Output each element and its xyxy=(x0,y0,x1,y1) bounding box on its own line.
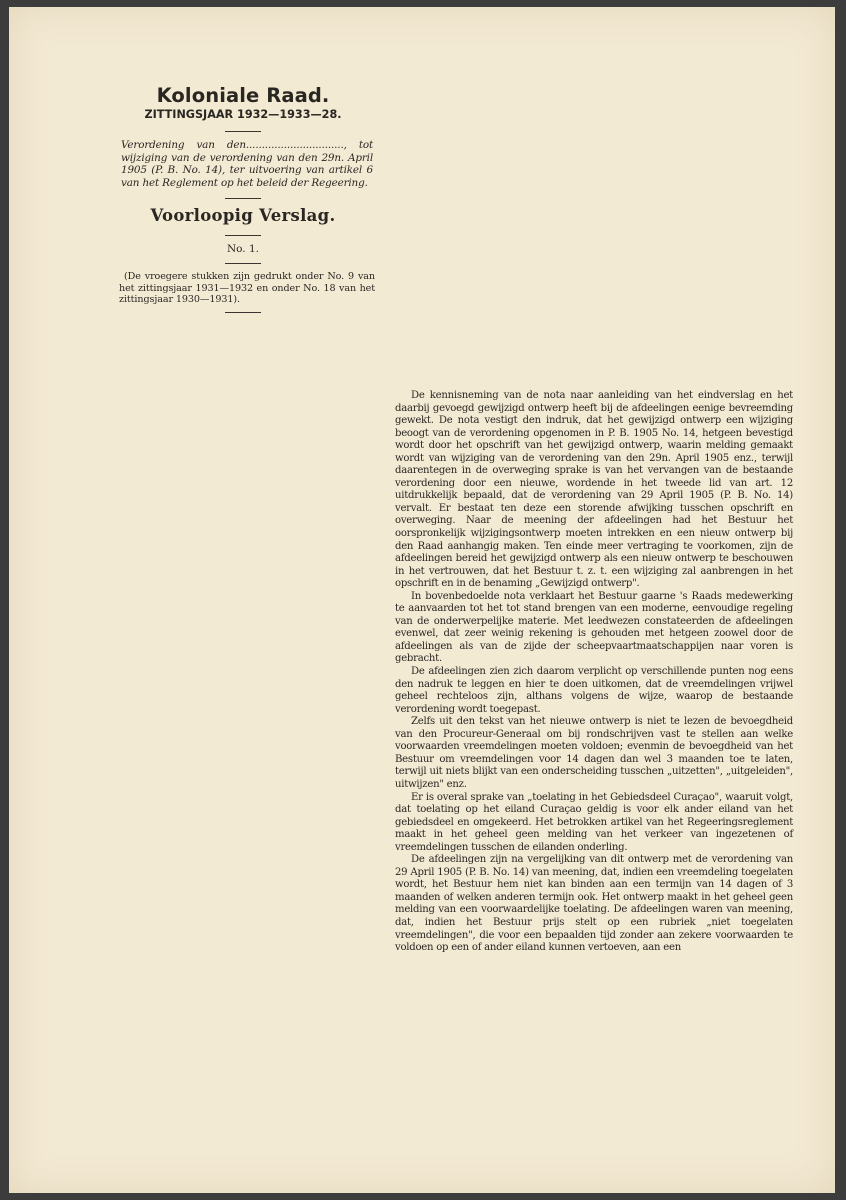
document-number: No. 1. xyxy=(226,243,260,255)
document-page xyxy=(9,7,835,1193)
session-year: ZITTINGSJAAR 1932—1933—28. xyxy=(144,108,342,121)
body-paragraph: In bovenbedoelde nota verklaart het Bestuur gaarne 's Raads medewerking te aanvaarden tot het tot stand brengen van een moderne, eenvoudige regeling van de onderwerpelijke materie. Met leedwezen constateerden de afdeelingen evenwel, dat zeer weinig rekening is gehouden met hetgeen zoowel door de afdeelingen als van de zijde der scheepvaartmaatschappijen naar voren is gebracht. xyxy=(395,590,793,665)
body-paragraph: De afdeelingen zien zich daarom verplicht op verschillende punten nog eens den nadruk te leggen en hier te doen uitkomen, dat de vreemdelingen vrijwel geheel rechteloos zijn, althans volgens de wijze, waarop de bestaande verordening wordt toegepast. xyxy=(395,666,793,715)
body-paragraph: De kennisneming van de nota naar aanleiding van het eindverslag en het daarbij gevoegd gewijzigd ontwerp heeft bij de afdeelingen eenige bevreemding gewekt. De nota vestigt den indruk, dat het gewijzigd ontwerp een wijziging beoogt van de verordening opgenomen in P. B. 1905 No. 14, hetgeen bevestigd wordt door het opschrift van het gewijzigd ontwerp, waarin melding gemaakt wordt van wijziging van de verordening van den 29n. April 1905 enz., terwijl daarentegen in de overweging sprake is van het vervangen van de bestaande verordening door een nieuwe, wordende in het tweede lid van art. 12 uitdrukkelijk bepaald, dat de verordening van 29 April 1905 (P. B. No. 14) vervalt. Er bestaat ten deze een storende afwijking tusschen opschrift en overweging. Naar de meening der afdeelingen had het Bestuur het oorspronkelijk wijzigingsontwerp moeten intrekken en een nieuw ontwerp bij den Raad aanhangig maken. Ten einde meer vertraging te voorkomen, zijn de afdeelingen bereid het gewijzigd ontwerp als een nieuw ontwerp te beschouwen in het vertrouwen, dat het Bestuur t. z. t. een wijziging zal aanbrengen in het opschrift en in de benaming „Gewijzigd ontwerp". xyxy=(395,390,793,590)
separator-rule xyxy=(225,312,261,313)
previous-documents-note: (De vroegere stukken zijn gedrukt onder No. 9 van het zittingsjaar 1931—1932 en onder No. 18 van het zittingsjaar 1930—1931). xyxy=(119,271,375,306)
document-header xyxy=(109,85,377,320)
ordinance-title: Verordening van den..............................., tot wijziging van de verordening van den 29n. April 1905 (P. B. No. 14), ter uitvoering van artikel 6 van het Reglement op het beleid der Regeering. xyxy=(121,139,373,189)
separator-rule xyxy=(225,131,261,132)
council-title: Koloniale Raad. xyxy=(156,84,330,107)
separator-rule xyxy=(225,198,261,199)
body-paragraph: Zelfs uit den tekst van het nieuwe ontwerp is niet te lezen de bevoegdheid van den Procureur-Generaal om bij rondschrijven vast te stellen aan welke voorwaarden vreemdelingen moeten voldoen; evenmin de bevoegdheid van het Bestuur om vreemdelingen voor 14 dagen dan wel 3 maanden toe te laten, terwijl uit niets blijkt van een onderscheiding tusschen „uitzetten", „uitgeleiden", uitwijzen" enz. xyxy=(395,716,793,790)
separator-rule xyxy=(225,263,261,264)
separator-rule xyxy=(225,235,261,236)
body-paragraph: De afdeelingen zijn na vergelijking van dit ontwerp met de verordening van 29 April 1905 (P. B. No. 14) van meening, dat, indien een vreemdeling toegelaten wordt, het Bestuur hem niet kan binden aan een termijn van 14 dagen of 3 maanden of welken anderen termijn ook. Het ontwerp maakt in het geheel geen melding van een voorwaardelijke toelating. De afdeelingen waren van meening, dat, indien het Bestuur prijs stelt op een rubriek „niet toegelaten vreemdelingen", die voor een bepaalden tijd zonder aan zekere voorwaarden te voldoen op een of ander eiland kunnen vertoeven, aan een xyxy=(395,854,793,954)
body-paragraph: Er is overal sprake van „toelating in het Gebiedsdeel Curaçao", waaruit volgt, dat toelating op het eiland Curaçao geldig is voor elk ander eiland van het gebiedsdeel en omgekeerd. Het betrokken artikel van het Regeeringsreglement maakt in het geheel geen melding van het verkeer van ingezetenen of vreemdelingen tusschen de eilanden onderling. xyxy=(395,791,793,853)
report-title: Voorloopig Verslag. xyxy=(150,206,336,225)
report-body xyxy=(395,390,793,955)
